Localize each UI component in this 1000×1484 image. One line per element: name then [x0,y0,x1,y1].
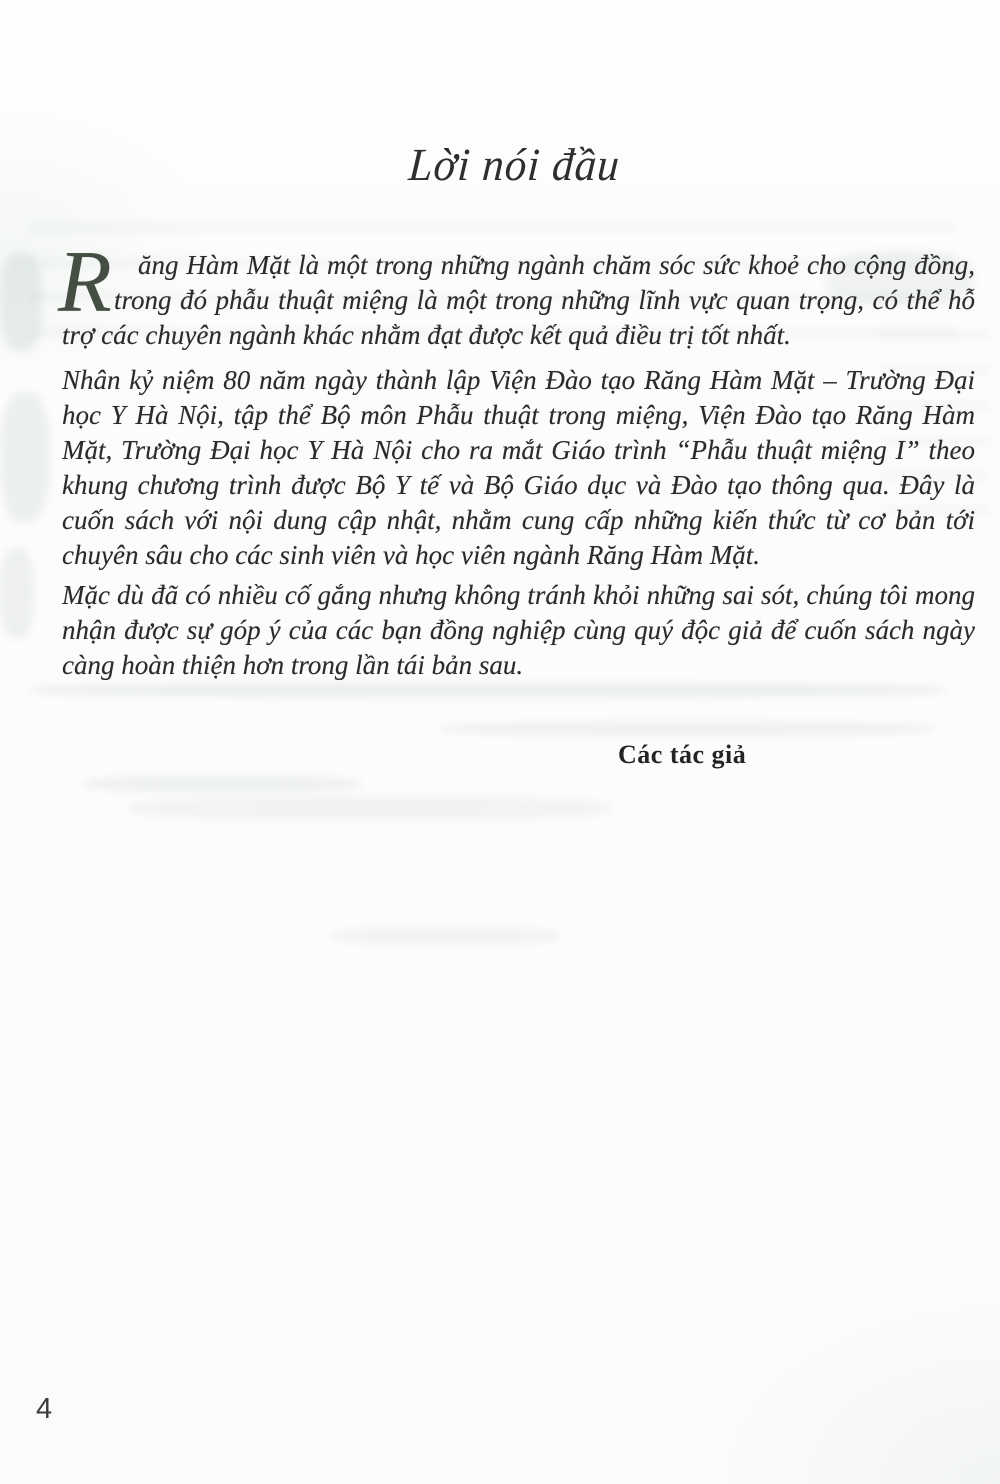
paragraph [58,234,975,353]
paragraph-line: cuốn sách với nội dung cập nhật, nhằm cung cấp những kiến thức từ cơ bản tới [62,505,975,535]
bleed-through-artifact [0,392,50,522]
bleed-through-artifact [0,252,42,352]
paragraph [62,363,975,573]
page-number: 4 [36,1393,53,1425]
preface-body [58,234,975,683]
paragraph-line: nhận được sự góp ý của các bạn đồng nghiệp cùng quý độc giả để cuốn sách ngày [62,615,975,645]
bleed-through-artifact [440,722,935,735]
paragraph-line: trợ các chuyên ngành khác nhằm đạt được kết quả điều trị tốt nhất. [62,320,791,350]
bleed-through-artifact [85,776,360,792]
paragraph-line: càng hoàn thiện hơn trong lần tái bản sau. [62,650,524,680]
paragraph [62,578,975,683]
paragraph-line: Mặc dù đã có nhiều cố gắng nhưng không tránh khỏi những sai sót, chúng tôi mong [62,580,975,610]
bleed-through-artifact [330,928,560,944]
page-title [0,138,1000,191]
bleed-through-artifact [130,796,610,820]
paragraph-line: ăng Hàm Mặt là một trong những ngành chăm sóc sức khoẻ cho cộng đồng, [138,250,975,280]
paragraph-line: học Y Hà Nội, tập thể Bộ môn Phẫu thuật trong miệng, Viện Đào tạo Răng Hàm [62,400,975,430]
paragraph-line: Nhân kỷ niệm 80 năm ngày thành lập Viện Đào tạo Răng Hàm Mặt – Trường Đại [62,365,975,395]
paragraph-line: khung chương trình được Bộ Y tế và Bộ Giáo dục và Đào tạo thông qua. Đây là [62,470,975,500]
paragraph-line: trong đó phẫu thuật miệng là một trong những lĩnh vực quan trọng, có thể hỗ [114,285,975,315]
drop-cap: R [58,234,112,331]
authors-signature: Các tác giả [618,740,747,769]
page-title-text: Lời nói đầu [406,139,622,190]
bleed-through-artifact [30,683,945,697]
paragraph-line: Mặt, Trường Đại học Y Hà Nội cho ra mắt Giáo trình “Phẫu thuật miệng I” theo [62,435,975,465]
bleed-through-artifact [0,548,34,638]
paragraph-line: chuyên sâu cho các sinh viên và học viên ngành Răng Hàm Mặt. [62,540,761,570]
